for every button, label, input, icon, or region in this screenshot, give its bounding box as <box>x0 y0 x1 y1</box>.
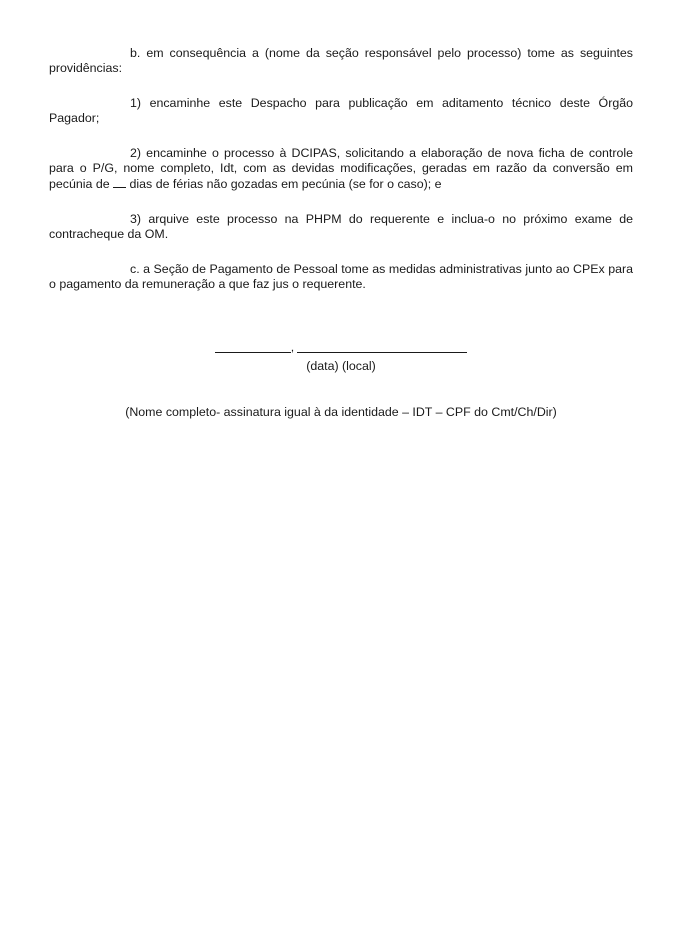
paragraph-item-2-text-after: dias de férias não gozadas em pecúnia (se for o caso); e <box>126 177 442 191</box>
signature-name-caption: (Nome completo- assinatura igual à da identidade – IDT – CPF do Cmt/Ch/Dir) <box>125 405 557 419</box>
paragraph-item-1: 1) encaminhe este Despacho para publicação em aditamento técnico deste Órgão Pagador; <box>49 96 633 125</box>
separator-comma: , <box>290 340 295 354</box>
paragraph-c: c. a Seção de Pagamento de Pessoal tome as medidas administrativas junto ao CPEx para o pagamento da remuneração a que faz jus o requerente. <box>49 262 633 291</box>
blank-days-field <box>113 176 126 188</box>
local-blank <box>297 340 467 353</box>
paragraph-item-3: 3) arquive este processo na PHPM do requerente e inclua-o no próximo exame de contracheque da OM. <box>49 212 633 241</box>
paragraph-item-2 <box>49 146 633 192</box>
date-local-blanks <box>49 339 633 353</box>
date-blank <box>215 340 291 353</box>
paragraph-b: b. em consequência a (nome da seção responsável pelo processo) tome as seguintes providências: <box>49 46 633 75</box>
paragraph-item-2-text-before: 2) encaminhe o processo à DCIPAS, solicitando a elaboração de nova ficha de controle para o P/G, nome completo, Idt, com as devidas modificações, geradas em razão da conversão em pecúnia de <box>49 146 633 191</box>
document-page <box>49 46 633 420</box>
date-local-caption: (data) (local) <box>306 359 376 373</box>
